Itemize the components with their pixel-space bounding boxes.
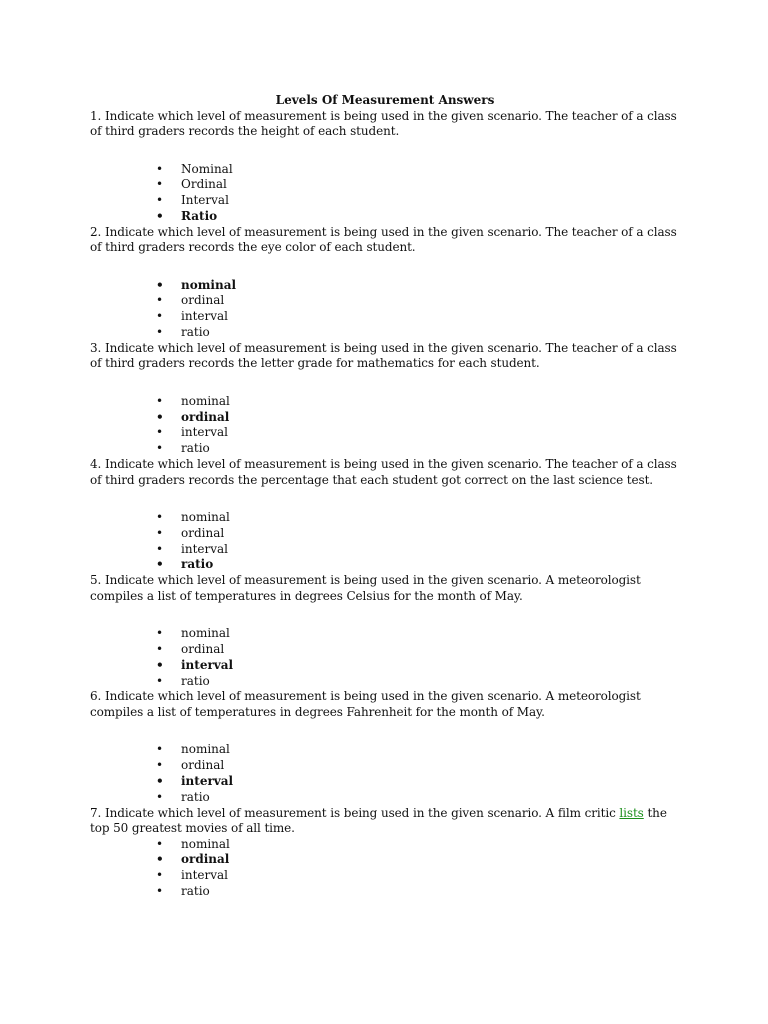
- question-2: 2. Indicate which level of measurement is being used in the given scenario. The teacher of a class of third graders records the eye color of each student.: [90, 224, 677, 255]
- option-item: • interval: [156, 425, 680, 441]
- question-7-text-after: the top 50 greatest movies of all time.: [90, 805, 667, 836]
- option-item-answer: • interval: [156, 658, 680, 674]
- option-item-answer: • nominal: [156, 278, 680, 294]
- option-item: • ordinal: [156, 758, 680, 774]
- option-item: • nominal: [156, 626, 680, 642]
- question-1: 1. Indicate which level of measurement is being used in the given scenario. The teacher of a class of third graders records the height of each student.: [90, 108, 677, 138]
- option-item: • nominal: [156, 742, 680, 758]
- option-item: • nominal: [156, 394, 680, 410]
- lists-link[interactable]: lists: [619, 805, 644, 820]
- question-6: 6. Indicate which level of measurement is being used in the given scenario. A meteorologist compiles a list of temperatures in degrees Fahrenheit for the month of May.: [90, 689, 641, 719]
- options-list-4: [90, 510, 680, 573]
- question-7-text-before: 7. Indicate which level of measurement is being used in the given scenario. A film critic: [90, 805, 620, 820]
- options-list-5: [90, 626, 680, 689]
- option-item-answer: • ratio: [156, 557, 680, 573]
- document-page: [90, 93, 680, 900]
- document-title: Levels Of Measurement Answers: [275, 93, 495, 107]
- option-item-answer: • interval: [156, 774, 680, 790]
- question-5: 5. Indicate which level of measurement is being used in the given scenario. A meteorologist compiles a list of temperatures in degrees Celsius for the month of May.: [90, 573, 641, 603]
- option-item: • ratio: [156, 884, 680, 900]
- option-item-answer: • ordinal: [156, 852, 680, 868]
- options-list-2: [90, 278, 680, 341]
- question-3: 3. Indicate which level of measurement is being used in the given scenario. The teacher of a class of third graders records the letter grade for mathematics for each student.: [90, 340, 677, 371]
- option-item-answer: • Ratio: [156, 209, 680, 225]
- option-item: • ordinal: [156, 293, 680, 309]
- option-item: • interval: [156, 542, 680, 558]
- question-7: [90, 806, 680, 837]
- option-item: • nominal: [156, 510, 680, 526]
- option-item: • ratio: [156, 325, 680, 341]
- option-item: • ratio: [156, 674, 680, 690]
- options-list-1: [90, 162, 680, 225]
- option-item: • ratio: [156, 790, 680, 806]
- option-item: • Nominal: [156, 162, 680, 178]
- option-item: • Interval: [156, 193, 680, 209]
- options-list-6: [90, 742, 680, 805]
- option-item: • ordinal: [156, 526, 680, 542]
- option-item: • ratio: [156, 441, 680, 457]
- option-item: • nominal: [156, 837, 680, 853]
- question-4: 4. Indicate which level of measurement is being used in the given scenario. The teacher of a class of third graders records the percentage that each student got correct on the last science test.: [90, 457, 677, 487]
- options-list-3: [90, 394, 680, 457]
- option-item: • interval: [156, 868, 680, 884]
- option-item: • ordinal: [156, 642, 680, 658]
- option-item-answer: • ordinal: [156, 410, 680, 426]
- option-item: • interval: [156, 309, 680, 325]
- options-list-7: [90, 837, 680, 900]
- option-item: • Ordinal: [156, 177, 680, 193]
